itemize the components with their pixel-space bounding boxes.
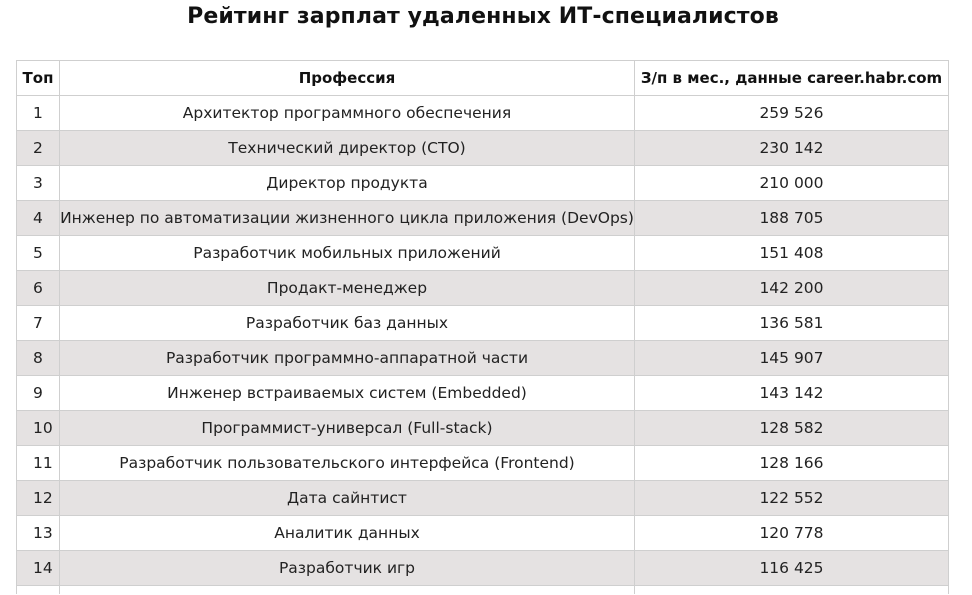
profession-cell: Инженер встраиваемых систем (Embedded) — [60, 376, 635, 411]
profession-cell: Директор продукта — [60, 166, 635, 201]
table-row — [17, 341, 949, 376]
rank-cell: 13 — [17, 516, 60, 551]
table-row — [17, 201, 949, 236]
profession-cell-empty — [60, 586, 635, 595]
rank-cell: 8 — [17, 341, 60, 376]
table-row — [17, 516, 949, 551]
salary-table — [16, 60, 949, 594]
table-row-partial — [17, 586, 949, 595]
table-row — [17, 236, 949, 271]
rank-cell: 11 — [17, 446, 60, 481]
header-row — [17, 61, 949, 96]
profession-cell: Инженер по автоматизации жизненного цикла приложения (DevOps) — [60, 201, 635, 236]
table-row — [17, 481, 949, 516]
profession-cell: Дата сайнтист — [60, 481, 635, 516]
table-row — [17, 306, 949, 341]
header-salary: З/п в мес., данные career.habr.com — [635, 61, 949, 96]
header-rank: Топ — [17, 61, 60, 96]
profession-cell: Разработчик баз данных — [60, 306, 635, 341]
salary-cell: 128 166 — [635, 446, 949, 481]
profession-cell: Продакт-менеджер — [60, 271, 635, 306]
rank-cell: 7 — [17, 306, 60, 341]
rank-cell: 5 — [17, 236, 60, 271]
salary-cell: 188 705 — [635, 201, 949, 236]
profession-cell: Разработчик программно-аппаратной части — [60, 341, 635, 376]
rank-cell: 10 — [17, 411, 60, 446]
table-row — [17, 551, 949, 586]
profession-cell: Архитектор программного обеспечения — [60, 96, 635, 131]
salary-cell: 116 425 — [635, 551, 949, 586]
profession-cell: Технический директор (CTO) — [60, 131, 635, 166]
rank-cell-empty — [17, 586, 60, 595]
table-row — [17, 271, 949, 306]
salary-cell: 259 526 — [635, 96, 949, 131]
rank-cell: 14 — [17, 551, 60, 586]
salary-cell: 122 552 — [635, 481, 949, 516]
rank-cell: 1 — [17, 96, 60, 131]
table-row — [17, 131, 949, 166]
salary-cell: 120 778 — [635, 516, 949, 551]
rank-cell: 2 — [17, 131, 60, 166]
header-profession: Профессия — [60, 61, 635, 96]
salary-cell-empty — [635, 586, 949, 595]
rank-cell: 4 — [17, 201, 60, 236]
salary-cell: 136 581 — [635, 306, 949, 341]
salary-cell: 143 142 — [635, 376, 949, 411]
salary-cell: 230 142 — [635, 131, 949, 166]
rank-cell: 6 — [17, 271, 60, 306]
profession-cell: Аналитик данных — [60, 516, 635, 551]
table-row — [17, 411, 949, 446]
profession-cell: Разработчик игр — [60, 551, 635, 586]
rank-cell: 3 — [17, 166, 60, 201]
table-row — [17, 166, 949, 201]
salary-cell: 142 200 — [635, 271, 949, 306]
profession-cell: Разработчик пользовательского интерфейса (Frontend) — [60, 446, 635, 481]
page-title: Рейтинг зарплат удаленных ИТ-специалистов — [187, 4, 779, 29]
table-row — [17, 446, 949, 481]
rank-cell: 9 — [17, 376, 60, 411]
salary-cell: 128 582 — [635, 411, 949, 446]
table-body — [17, 96, 949, 595]
salary-cell: 210 000 — [635, 166, 949, 201]
profession-cell: Программист-универсал (Full-stack) — [60, 411, 635, 446]
salary-cell: 151 408 — [635, 236, 949, 271]
table-row — [17, 96, 949, 131]
profession-cell: Разработчик мобильных приложений — [60, 236, 635, 271]
salary-cell: 145 907 — [635, 341, 949, 376]
table-header — [17, 61, 949, 96]
rank-cell: 12 — [17, 481, 60, 516]
table-row — [17, 376, 949, 411]
